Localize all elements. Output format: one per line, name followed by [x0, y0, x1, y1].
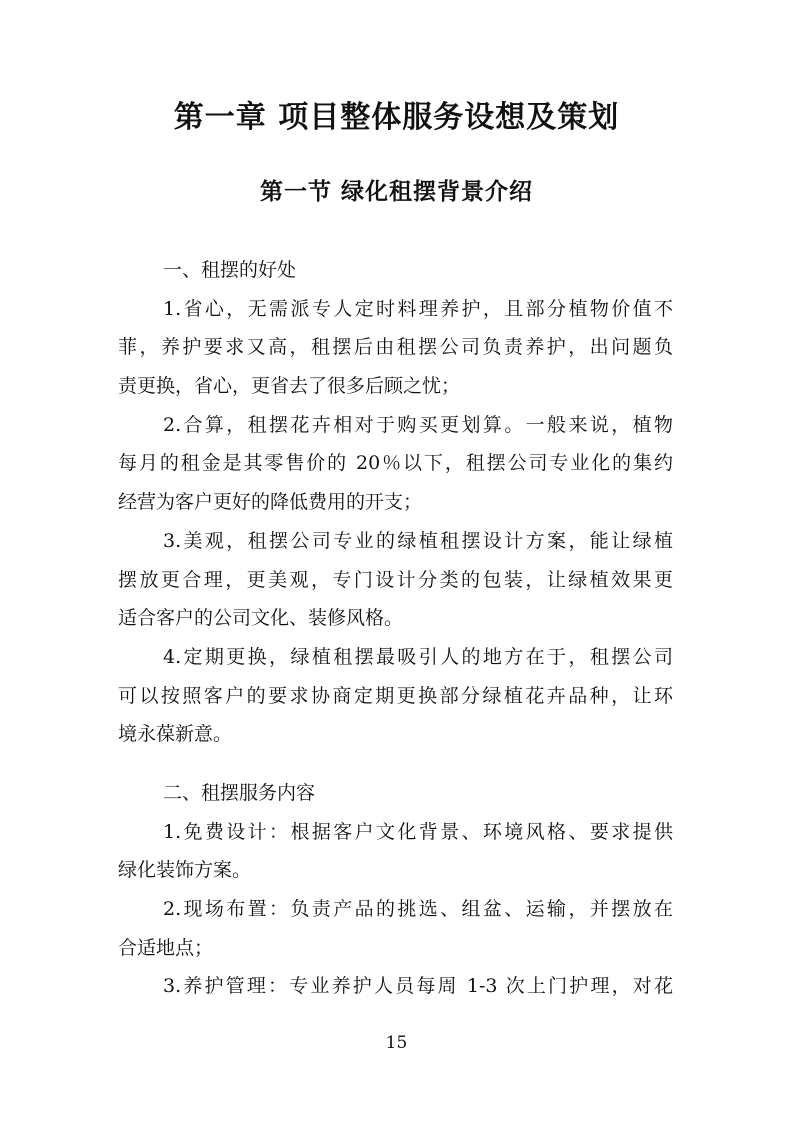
paragraph-line: 2.合算，租摆花卉相对于购买更划算。一般来说，植物	[163, 413, 673, 436]
chapter-title: 第一章 项目整体服务设想及策划	[173, 100, 620, 135]
paragraph-line: 3.养护管理：专业养护人员每周 1-3 次上门护理，对花	[163, 975, 673, 998]
paragraph-line: 菲，养护要求又高，租摆后由租摆公司负责养护，出问题负	[118, 336, 673, 359]
paragraph-line: 1.免费设计：根据客户文化背景、环境风格、要求提供	[163, 820, 673, 843]
paragraph-line: 境永葆新意。	[118, 723, 233, 746]
paragraph-line: 经营为客户更好的降低费用的开支；	[118, 491, 423, 514]
page-number: 15	[385, 1033, 408, 1053]
paragraph-line: 绿化装饰方案。	[118, 859, 252, 882]
paragraph-line: 3.美观，租摆公司专业的绿植租摆设计方案，能让绿植	[163, 529, 673, 552]
paragraph-line: 责更换，省心，更省去了很多后顾之忧；	[118, 375, 461, 398]
paragraph-line: 4.定期更换，绿植租摆最吸引人的地方在于，租摆公司	[163, 645, 673, 668]
paragraph-line: 摆放更合理，更美观，专门设计分类的包装，让绿植效果更	[118, 568, 673, 591]
subheading-services: 二、租摆服务内容	[163, 781, 316, 804]
subheading-benefits: 一、租摆的好处	[163, 259, 297, 281]
paragraph-line: 可以按照客户的要求协商定期更换部分绿植花卉品种，让环	[118, 684, 673, 707]
paragraph-gap	[118, 754, 673, 774]
paragraph-line: 2.现场布置：负责产品的挑选、组盆、运输，并摆放在	[163, 898, 673, 920]
paragraph-line: 1.省心，无需派专人定时料理养护，且部分植物价值不	[163, 297, 673, 320]
paragraph-line: 每月的租金是其零售价的 20％以下，租摆公司专业化的集约	[118, 452, 673, 475]
section-title: 第一节 绿化租摆背景介绍	[259, 178, 533, 205]
paragraph-line: 适合客户的公司文化、装修风格。	[118, 607, 404, 630]
document-body	[118, 251, 673, 1006]
paragraph-line: 合适地点；	[118, 936, 214, 959]
